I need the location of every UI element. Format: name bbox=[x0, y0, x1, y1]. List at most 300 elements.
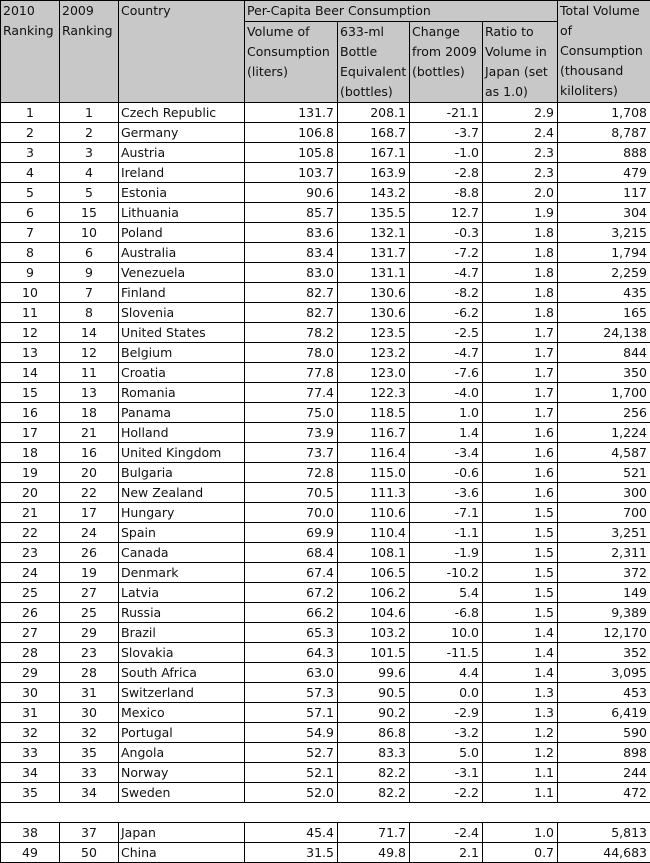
cell-2010-rank: 19 bbox=[1, 463, 60, 483]
cell-2010-rank: 29 bbox=[1, 663, 60, 683]
cell-country: Mexico bbox=[119, 703, 245, 723]
cell-bottles: 108.1 bbox=[338, 543, 410, 563]
cell-country: Canada bbox=[119, 543, 245, 563]
cell-2009-rank: 18 bbox=[60, 403, 119, 423]
cell-2009-rank: 7 bbox=[60, 283, 119, 303]
header-bottle-equivalent: 633-ml Bottle Equivalent (bottles) bbox=[338, 22, 410, 103]
cell-bottles: 118.5 bbox=[338, 403, 410, 423]
cell-change: 12.7 bbox=[410, 203, 483, 223]
table-row bbox=[1, 323, 650, 343]
cell-2010-rank: 1 bbox=[1, 103, 60, 123]
cell-2009-rank: 24 bbox=[60, 523, 119, 543]
cell-2009-rank: 5 bbox=[60, 183, 119, 203]
cell-2010-rank: 18 bbox=[1, 443, 60, 463]
cell-bottles: 82.2 bbox=[338, 783, 410, 803]
cell-ratio: 1.3 bbox=[483, 703, 558, 723]
header-total-volume: Total Volume of Consumption (thousand kiloliters) bbox=[558, 1, 650, 103]
cell-country: Angola bbox=[119, 743, 245, 763]
cell-total: 888 bbox=[558, 143, 650, 163]
table-row bbox=[1, 843, 650, 863]
cell-change: -4.0 bbox=[410, 383, 483, 403]
cell-ratio: 0.7 bbox=[483, 843, 558, 863]
cell-change: -10.2 bbox=[410, 563, 483, 583]
cell-bottles: 49.8 bbox=[338, 843, 410, 863]
cell-total: 1,708 bbox=[558, 103, 650, 123]
cell-2009-rank: 31 bbox=[60, 683, 119, 703]
cell-ratio: 1.3 bbox=[483, 683, 558, 703]
table-body bbox=[1, 103, 650, 863]
cell-2009-rank: 50 bbox=[60, 843, 119, 863]
cell-total: 12,170 bbox=[558, 623, 650, 643]
cell-total: 1,794 bbox=[558, 243, 650, 263]
cell-volume: 66.2 bbox=[245, 603, 338, 623]
cell-total: 3,095 bbox=[558, 663, 650, 683]
table-row bbox=[1, 403, 650, 423]
cell-bottles: 106.2 bbox=[338, 583, 410, 603]
cell-country: Switzerland bbox=[119, 683, 245, 703]
cell-volume: 68.4 bbox=[245, 543, 338, 563]
cell-change: 10.0 bbox=[410, 623, 483, 643]
cell-2009-rank: 34 bbox=[60, 783, 119, 803]
cell-2009-rank: 33 bbox=[60, 763, 119, 783]
cell-change: -2.5 bbox=[410, 323, 483, 343]
cell-bottles: 168.7 bbox=[338, 123, 410, 143]
cell-bottles: 99.6 bbox=[338, 663, 410, 683]
cell-bottles: 123.5 bbox=[338, 323, 410, 343]
cell-country: Denmark bbox=[119, 563, 245, 583]
cell-2009-rank: 19 bbox=[60, 563, 119, 583]
cell-2010-rank: 10 bbox=[1, 283, 60, 303]
cell-total: 6,419 bbox=[558, 703, 650, 723]
table-row bbox=[1, 783, 650, 803]
cell-ratio: 2.9 bbox=[483, 103, 558, 123]
cell-2010-rank: 17 bbox=[1, 423, 60, 443]
cell-total: 5,813 bbox=[558, 823, 650, 843]
cell-total: 8,787 bbox=[558, 123, 650, 143]
cell-ratio: 1.7 bbox=[483, 383, 558, 403]
cell-ratio: 1.8 bbox=[483, 223, 558, 243]
cell-2010-rank: 16 bbox=[1, 403, 60, 423]
cell-total: 256 bbox=[558, 403, 650, 423]
cell-2009-rank: 35 bbox=[60, 743, 119, 763]
cell-total: 3,251 bbox=[558, 523, 650, 543]
cell-ratio: 1.7 bbox=[483, 343, 558, 363]
cell-2010-rank: 20 bbox=[1, 483, 60, 503]
cell-ratio: 1.5 bbox=[483, 543, 558, 563]
cell-2010-rank: 14 bbox=[1, 363, 60, 383]
table-row bbox=[1, 543, 650, 563]
cell-volume: 52.1 bbox=[245, 763, 338, 783]
cell-country: United States bbox=[119, 323, 245, 343]
cell-2009-rank: 11 bbox=[60, 363, 119, 383]
cell-volume: 77.4 bbox=[245, 383, 338, 403]
cell-ratio: 1.8 bbox=[483, 263, 558, 283]
cell-total: 44,683 bbox=[558, 843, 650, 863]
cell-volume: 65.3 bbox=[245, 623, 338, 643]
cell-ratio: 1.1 bbox=[483, 763, 558, 783]
cell-change: -2.2 bbox=[410, 783, 483, 803]
cell-country: Slovakia bbox=[119, 643, 245, 663]
cell-total: 24,138 bbox=[558, 323, 650, 343]
cell-ratio: 2.4 bbox=[483, 123, 558, 143]
cell-2010-rank: 49 bbox=[1, 843, 60, 863]
cell-ratio: 1.5 bbox=[483, 603, 558, 623]
table-row bbox=[1, 123, 650, 143]
cell-bottles: 116.7 bbox=[338, 423, 410, 443]
cell-2010-rank: 3 bbox=[1, 143, 60, 163]
cell-2009-rank: 21 bbox=[60, 423, 119, 443]
cell-ratio: 1.2 bbox=[483, 723, 558, 743]
cell-2010-rank: 7 bbox=[1, 223, 60, 243]
header-2009-ranking: 2009 Ranking bbox=[60, 1, 119, 103]
header-country: Country bbox=[119, 1, 245, 103]
cell-volume: 105.8 bbox=[245, 143, 338, 163]
cell-bottles: 131.7 bbox=[338, 243, 410, 263]
cell-total: 898 bbox=[558, 743, 650, 763]
table-row bbox=[1, 823, 650, 843]
table-row bbox=[1, 523, 650, 543]
cell-2010-rank: 26 bbox=[1, 603, 60, 623]
table-row bbox=[1, 223, 650, 243]
cell-bottles: 71.7 bbox=[338, 823, 410, 843]
cell-2010-rank: 24 bbox=[1, 563, 60, 583]
cell-country: Austria bbox=[119, 143, 245, 163]
cell-2009-rank: 22 bbox=[60, 483, 119, 503]
table-row bbox=[1, 243, 650, 263]
cell-2009-rank: 23 bbox=[60, 643, 119, 663]
cell-country: Latvia bbox=[119, 583, 245, 603]
cell-country: Brazil bbox=[119, 623, 245, 643]
header-ratio-to-japan: Ratio to Volume in Japan (set as 1.0) bbox=[483, 22, 558, 103]
cell-total: 165 bbox=[558, 303, 650, 323]
table-row bbox=[1, 603, 650, 623]
cell-ratio: 2.0 bbox=[483, 183, 558, 203]
cell-bottles: 101.5 bbox=[338, 643, 410, 663]
cell-ratio: 1.1 bbox=[483, 783, 558, 803]
cell-bottles: 86.8 bbox=[338, 723, 410, 743]
cell-2010-rank: 12 bbox=[1, 323, 60, 343]
cell-change: -1.1 bbox=[410, 523, 483, 543]
cell-total: 9,389 bbox=[558, 603, 650, 623]
cell-2010-rank: 21 bbox=[1, 503, 60, 523]
spacer-cell bbox=[1, 803, 650, 823]
cell-change: 4.4 bbox=[410, 663, 483, 683]
cell-ratio: 1.9 bbox=[483, 203, 558, 223]
cell-bottles: 135.5 bbox=[338, 203, 410, 223]
cell-2009-rank: 28 bbox=[60, 663, 119, 683]
table-row bbox=[1, 143, 650, 163]
cell-change: 5.0 bbox=[410, 743, 483, 763]
cell-bottles: 122.3 bbox=[338, 383, 410, 403]
cell-change: -4.7 bbox=[410, 263, 483, 283]
cell-ratio: 1.6 bbox=[483, 463, 558, 483]
cell-2009-rank: 2 bbox=[60, 123, 119, 143]
cell-ratio: 1.7 bbox=[483, 323, 558, 343]
cell-total: 2,311 bbox=[558, 543, 650, 563]
cell-change: -3.1 bbox=[410, 763, 483, 783]
cell-change: -11.5 bbox=[410, 643, 483, 663]
cell-2009-rank: 1 bbox=[60, 103, 119, 123]
cell-2010-rank: 15 bbox=[1, 383, 60, 403]
cell-change: -1.0 bbox=[410, 143, 483, 163]
cell-change: -3.7 bbox=[410, 123, 483, 143]
cell-total: 844 bbox=[558, 343, 650, 363]
cell-volume: 73.9 bbox=[245, 423, 338, 443]
cell-bottles: 83.3 bbox=[338, 743, 410, 763]
table-row bbox=[1, 183, 650, 203]
table-row bbox=[1, 363, 650, 383]
cell-bottles: 208.1 bbox=[338, 103, 410, 123]
cell-2009-rank: 8 bbox=[60, 303, 119, 323]
cell-country: Hungary bbox=[119, 503, 245, 523]
cell-2010-rank: 23 bbox=[1, 543, 60, 563]
table-row bbox=[1, 163, 650, 183]
cell-bottles: 110.6 bbox=[338, 503, 410, 523]
cell-ratio: 1.8 bbox=[483, 243, 558, 263]
table-row bbox=[1, 663, 650, 683]
cell-2009-rank: 17 bbox=[60, 503, 119, 523]
cell-volume: 82.7 bbox=[245, 303, 338, 323]
cell-total: 4,587 bbox=[558, 443, 650, 463]
cell-country: United Kingdom bbox=[119, 443, 245, 463]
cell-country: Norway bbox=[119, 763, 245, 783]
cell-2009-rank: 30 bbox=[60, 703, 119, 723]
cell-country: Poland bbox=[119, 223, 245, 243]
cell-2010-rank: 8 bbox=[1, 243, 60, 263]
cell-2010-rank: 22 bbox=[1, 523, 60, 543]
cell-ratio: 1.8 bbox=[483, 283, 558, 303]
cell-change: -2.9 bbox=[410, 703, 483, 723]
cell-2009-rank: 14 bbox=[60, 323, 119, 343]
cell-country: Estonia bbox=[119, 183, 245, 203]
cell-bottles: 106.5 bbox=[338, 563, 410, 583]
cell-change: -7.6 bbox=[410, 363, 483, 383]
cell-country: New Zealand bbox=[119, 483, 245, 503]
cell-2010-rank: 25 bbox=[1, 583, 60, 603]
cell-total: 300 bbox=[558, 483, 650, 503]
cell-country: Belgium bbox=[119, 343, 245, 363]
cell-country: Sweden bbox=[119, 783, 245, 803]
cell-2009-rank: 16 bbox=[60, 443, 119, 463]
cell-change: 1.4 bbox=[410, 423, 483, 443]
table-row bbox=[1, 443, 650, 463]
cell-2009-rank: 10 bbox=[60, 223, 119, 243]
cell-volume: 54.9 bbox=[245, 723, 338, 743]
cell-bottles: 123.2 bbox=[338, 343, 410, 363]
table-row bbox=[1, 103, 650, 123]
cell-volume: 83.4 bbox=[245, 243, 338, 263]
cell-bottles: 104.6 bbox=[338, 603, 410, 623]
cell-change: -0.3 bbox=[410, 223, 483, 243]
cell-2009-rank: 32 bbox=[60, 723, 119, 743]
cell-2010-rank: 31 bbox=[1, 703, 60, 723]
cell-change: 2.1 bbox=[410, 843, 483, 863]
cell-volume: 82.7 bbox=[245, 283, 338, 303]
cell-total: 304 bbox=[558, 203, 650, 223]
cell-total: 700 bbox=[558, 503, 650, 523]
cell-ratio: 1.5 bbox=[483, 523, 558, 543]
cell-volume: 78.2 bbox=[245, 323, 338, 343]
cell-ratio: 1.6 bbox=[483, 483, 558, 503]
cell-ratio: 1.5 bbox=[483, 563, 558, 583]
cell-change: -8.2 bbox=[410, 283, 483, 303]
table-row bbox=[1, 683, 650, 703]
cell-volume: 131.7 bbox=[245, 103, 338, 123]
cell-2009-rank: 20 bbox=[60, 463, 119, 483]
cell-2010-rank: 30 bbox=[1, 683, 60, 703]
cell-volume: 45.4 bbox=[245, 823, 338, 843]
cell-country: Croatia bbox=[119, 363, 245, 383]
cell-country: Russia bbox=[119, 603, 245, 623]
cell-ratio: 1.5 bbox=[483, 503, 558, 523]
cell-total: 244 bbox=[558, 763, 650, 783]
cell-2009-rank: 15 bbox=[60, 203, 119, 223]
cell-change: -21.1 bbox=[410, 103, 483, 123]
cell-country: Ireland bbox=[119, 163, 245, 183]
table-row bbox=[1, 743, 650, 763]
cell-volume: 106.8 bbox=[245, 123, 338, 143]
cell-volume: 77.8 bbox=[245, 363, 338, 383]
cell-2010-rank: 13 bbox=[1, 343, 60, 363]
cell-total: 352 bbox=[558, 643, 650, 663]
cell-change: -3.4 bbox=[410, 443, 483, 463]
cell-bottles: 123.0 bbox=[338, 363, 410, 383]
cell-country: South Africa bbox=[119, 663, 245, 683]
cell-volume: 75.0 bbox=[245, 403, 338, 423]
cell-country: Finland bbox=[119, 283, 245, 303]
cell-2009-rank: 3 bbox=[60, 143, 119, 163]
cell-ratio: 1.5 bbox=[483, 583, 558, 603]
cell-bottles: 110.4 bbox=[338, 523, 410, 543]
cell-bottles: 111.3 bbox=[338, 483, 410, 503]
cell-ratio: 1.4 bbox=[483, 643, 558, 663]
cell-change: -7.2 bbox=[410, 243, 483, 263]
cell-volume: 73.7 bbox=[245, 443, 338, 463]
cell-volume: 67.4 bbox=[245, 563, 338, 583]
cell-2010-rank: 34 bbox=[1, 763, 60, 783]
cell-bottles: 82.2 bbox=[338, 763, 410, 783]
cell-2010-rank: 38 bbox=[1, 823, 60, 843]
cell-total: 3,215 bbox=[558, 223, 650, 243]
cell-total: 453 bbox=[558, 683, 650, 703]
cell-volume: 57.3 bbox=[245, 683, 338, 703]
cell-ratio: 1.4 bbox=[483, 663, 558, 683]
cell-2009-rank: 25 bbox=[60, 603, 119, 623]
cell-bottles: 130.6 bbox=[338, 283, 410, 303]
cell-volume: 85.7 bbox=[245, 203, 338, 223]
cell-bottles: 132.1 bbox=[338, 223, 410, 243]
table-row bbox=[1, 383, 650, 403]
header-per-capita-group: Per-Capita Beer Consumption bbox=[245, 1, 558, 22]
cell-change: -4.7 bbox=[410, 343, 483, 363]
header-change-from-2009: Change from 2009 (bottles) bbox=[410, 22, 483, 103]
cell-2009-rank: 26 bbox=[60, 543, 119, 563]
table-row bbox=[1, 563, 650, 583]
cell-volume: 83.6 bbox=[245, 223, 338, 243]
cell-2009-rank: 6 bbox=[60, 243, 119, 263]
header-2010-ranking: 2010 Ranking bbox=[1, 1, 60, 103]
cell-country: China bbox=[119, 843, 245, 863]
cell-ratio: 2.3 bbox=[483, 163, 558, 183]
cell-change: -1.9 bbox=[410, 543, 483, 563]
cell-volume: 67.2 bbox=[245, 583, 338, 603]
cell-2010-rank: 6 bbox=[1, 203, 60, 223]
table-row bbox=[1, 623, 650, 643]
cell-ratio: 1.7 bbox=[483, 403, 558, 423]
cell-country: Holland bbox=[119, 423, 245, 443]
cell-total: 1,224 bbox=[558, 423, 650, 443]
cell-2010-rank: 35 bbox=[1, 783, 60, 803]
cell-country: Slovenia bbox=[119, 303, 245, 323]
table-row bbox=[1, 763, 650, 783]
cell-2009-rank: 4 bbox=[60, 163, 119, 183]
cell-2010-rank: 27 bbox=[1, 623, 60, 643]
cell-ratio: 1.7 bbox=[483, 363, 558, 383]
cell-bottles: 90.2 bbox=[338, 703, 410, 723]
cell-change: -3.2 bbox=[410, 723, 483, 743]
table-row bbox=[1, 643, 650, 663]
cell-2009-rank: 13 bbox=[60, 383, 119, 403]
cell-change: -6.2 bbox=[410, 303, 483, 323]
cell-country: Germany bbox=[119, 123, 245, 143]
cell-country: Lithuania bbox=[119, 203, 245, 223]
cell-ratio: 1.2 bbox=[483, 743, 558, 763]
cell-country: Romania bbox=[119, 383, 245, 403]
cell-2010-rank: 32 bbox=[1, 723, 60, 743]
cell-total: 1,700 bbox=[558, 383, 650, 403]
cell-change: 1.0 bbox=[410, 403, 483, 423]
cell-country: Czech Republic bbox=[119, 103, 245, 123]
cell-2009-rank: 29 bbox=[60, 623, 119, 643]
cell-bottles: 116.4 bbox=[338, 443, 410, 463]
cell-2010-rank: 2 bbox=[1, 123, 60, 143]
cell-total: 435 bbox=[558, 283, 650, 303]
cell-country: Panama bbox=[119, 403, 245, 423]
cell-country: Venezuela bbox=[119, 263, 245, 283]
table-row bbox=[1, 423, 650, 443]
table-row bbox=[1, 583, 650, 603]
cell-2010-rank: 11 bbox=[1, 303, 60, 323]
spacer-row bbox=[1, 803, 650, 823]
cell-country: Portugal bbox=[119, 723, 245, 743]
cell-volume: 52.7 bbox=[245, 743, 338, 763]
cell-volume: 57.1 bbox=[245, 703, 338, 723]
cell-ratio: 1.8 bbox=[483, 303, 558, 323]
cell-ratio: 1.6 bbox=[483, 423, 558, 443]
cell-change: -2.4 bbox=[410, 823, 483, 843]
cell-change: -0.6 bbox=[410, 463, 483, 483]
cell-total: 372 bbox=[558, 563, 650, 583]
table-row bbox=[1, 503, 650, 523]
cell-bottles: 115.0 bbox=[338, 463, 410, 483]
cell-ratio: 1.4 bbox=[483, 623, 558, 643]
cell-2010-rank: 4 bbox=[1, 163, 60, 183]
table-row bbox=[1, 343, 650, 363]
cell-total: 479 bbox=[558, 163, 650, 183]
cell-change: 0.0 bbox=[410, 683, 483, 703]
cell-bottles: 103.2 bbox=[338, 623, 410, 643]
cell-2010-rank: 5 bbox=[1, 183, 60, 203]
cell-volume: 70.5 bbox=[245, 483, 338, 503]
table-row bbox=[1, 283, 650, 303]
cell-volume: 78.0 bbox=[245, 343, 338, 363]
cell-country: Bulgaria bbox=[119, 463, 245, 483]
cell-country: Spain bbox=[119, 523, 245, 543]
cell-2009-rank: 37 bbox=[60, 823, 119, 843]
cell-bottles: 90.5 bbox=[338, 683, 410, 703]
cell-volume: 64.3 bbox=[245, 643, 338, 663]
cell-volume: 72.8 bbox=[245, 463, 338, 483]
